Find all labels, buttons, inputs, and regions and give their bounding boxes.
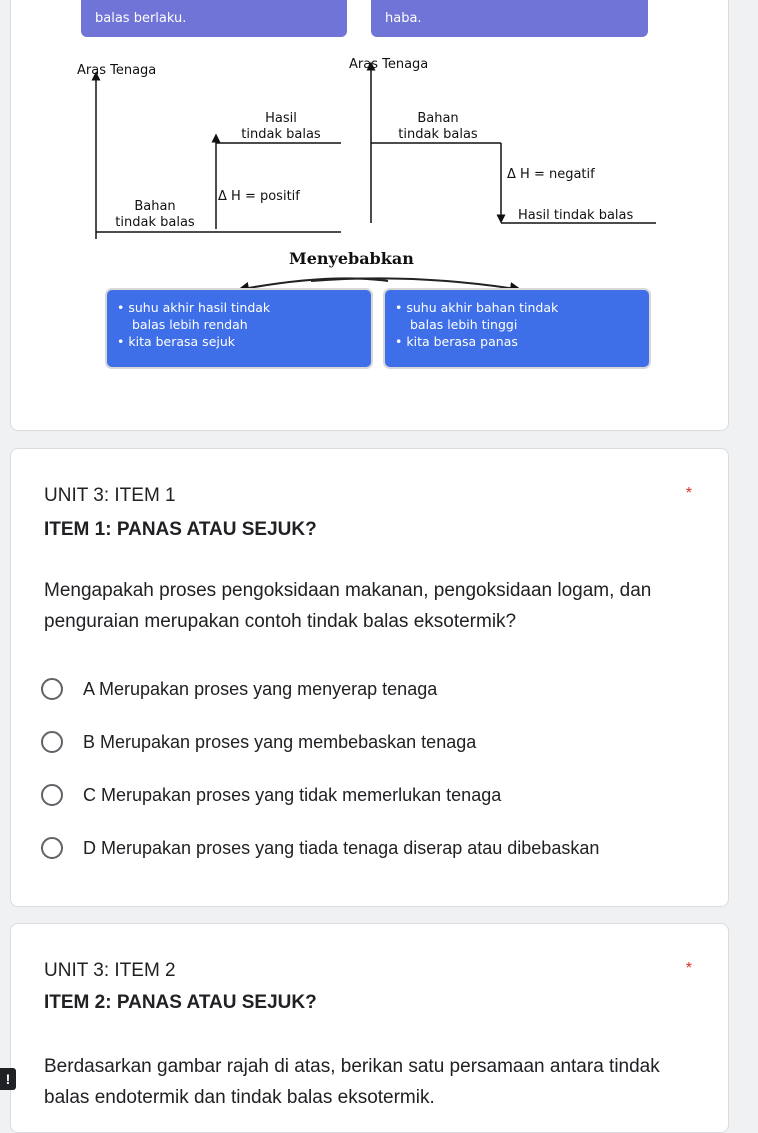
right-reactant-label: Bahan tindak balas	[398, 111, 478, 142]
top-right-text: haba.	[385, 11, 422, 26]
option-b[interactable]	[41, 731, 476, 753]
right-box-line-1: • suhu akhir bahan tindak	[395, 300, 559, 315]
option-label: B Merupakan proses yang membebaskan tenaga	[83, 731, 477, 752]
radio-button[interactable]	[41, 731, 63, 753]
diagram-card	[10, 0, 729, 431]
right-box-line-3: • kita berasa panas	[395, 334, 518, 349]
feedback-icon[interactable]: !	[0, 1068, 16, 1090]
required-asterisk: *	[685, 960, 692, 977]
right-effect-box	[383, 288, 651, 369]
option-label: C Merupakan proses yang tidak memerlukan tenaga	[83, 784, 502, 805]
right-product-label: Hasil tindak balas	[518, 208, 634, 223]
left-box-line-3: • kita berasa sejuk	[117, 334, 236, 349]
radio-button[interactable]	[41, 784, 63, 806]
question-text: Berdasarkan gambar rajah di atas, berikan satu persamaan antara tindak balas endotermik dan tindak balas eksotermik.	[44, 1056, 660, 1108]
question-title: ITEM 1: PANAS ATAU SEJUK?	[44, 519, 317, 540]
question-text: Mengapakah proses pengoksidaan makanan, pengoksidaan logam, dan penguraian merupakan contoh tindak balas eksotermik?	[44, 580, 652, 632]
left-delta-h-text: H = positif	[231, 189, 300, 204]
question-unit: UNIT 3: ITEM 2	[44, 960, 176, 981]
question-card-1	[10, 448, 729, 907]
top-left-text: balas berlaku.	[95, 11, 187, 26]
right-delta-h	[507, 167, 595, 183]
left-effect-box	[105, 288, 373, 369]
left-axis-label: Aras Tenaga	[77, 63, 157, 78]
menyebabkan-heading: Menyebabkan	[289, 249, 414, 268]
left-box-line-2: balas lebih rendah	[132, 317, 248, 332]
right-axis-label: Aras Tenaga	[349, 57, 429, 72]
delta-symbol: Δ	[507, 167, 516, 182]
question-unit: UNIT 3: ITEM 1	[44, 485, 176, 506]
energy-diagram	[11, 0, 730, 291]
option-c[interactable]	[41, 784, 501, 806]
required-asterisk: *	[685, 485, 692, 502]
question-card-2	[10, 923, 729, 1133]
left-box-line-1: • suhu akhir hasil tindak	[117, 300, 271, 315]
left-delta-h	[218, 189, 300, 205]
right-delta-h-text: H = negatif	[520, 167, 595, 182]
option-label: A Merupakan proses yang menyerap tenaga	[83, 678, 438, 699]
left-reactant-label: Bahan tindak balas	[115, 199, 195, 230]
right-box-line-2: balas lebih tinggi	[410, 317, 518, 332]
option-d[interactable]	[41, 837, 599, 859]
radio-button[interactable]	[41, 837, 63, 859]
delta-symbol: Δ	[218, 189, 227, 204]
question-title: ITEM 2: PANAS ATAU SEJUK?	[44, 992, 317, 1013]
radio-button[interactable]	[41, 678, 63, 700]
option-label: D Merupakan proses yang tiada tenaga diserap atau dibebaskan	[83, 837, 600, 858]
option-a[interactable]	[41, 678, 437, 700]
left-product-label: Hasil tindak balas	[241, 111, 321, 142]
